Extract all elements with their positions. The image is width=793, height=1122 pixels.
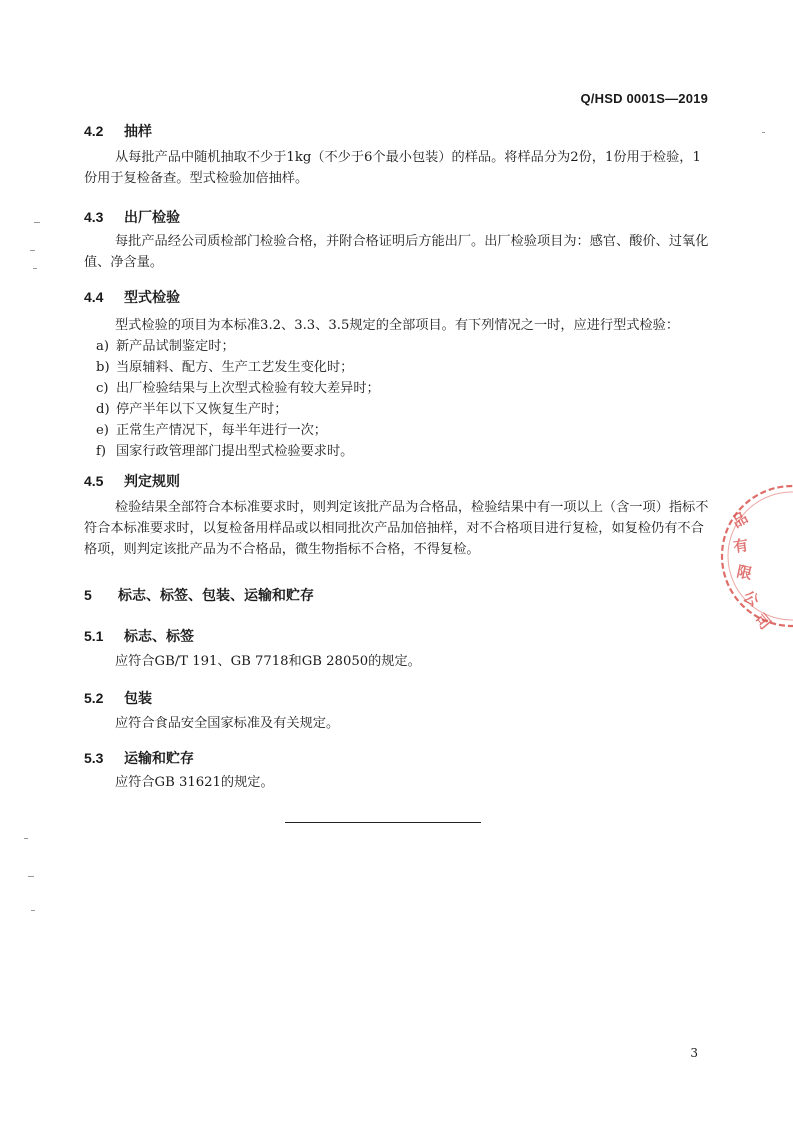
scan-speck bbox=[34, 222, 40, 223]
section-5-3-text: 应符合GB 31621的规定。 bbox=[115, 775, 274, 790]
section-number: 5.1 bbox=[84, 628, 104, 644]
section-title: 判定规则 bbox=[124, 473, 180, 489]
scan-speck bbox=[30, 250, 35, 251]
stamp-char: 限 bbox=[735, 562, 754, 584]
list-item bbox=[96, 399, 287, 420]
section-number: 5 bbox=[84, 587, 92, 603]
list-item bbox=[96, 357, 353, 378]
scan-speck bbox=[24, 838, 28, 839]
section-title: 抽样 bbox=[124, 123, 152, 139]
section-heading-4-2 bbox=[84, 121, 152, 141]
section-heading-5-1 bbox=[84, 626, 194, 646]
page-number: 3 bbox=[690, 1046, 698, 1060]
list-item bbox=[96, 441, 353, 462]
section-heading-4-4 bbox=[84, 287, 180, 307]
section-number: 5.2 bbox=[84, 690, 104, 706]
section-number: 5.3 bbox=[84, 750, 104, 766]
section-title: 运输和贮存 bbox=[124, 750, 194, 766]
list-text: 停产半年以下又恢复生产时； bbox=[116, 402, 288, 417]
stamp-char: 公 bbox=[739, 587, 763, 611]
section-4-2-text: 从每批产品中随机抽取不少于1kg（不少于6个最小包装）的样品。将样品分为2份，1份用于检验，1份用于复检备查。型式检验加倍抽样。 bbox=[84, 150, 701, 186]
section-title: 标志、标签 bbox=[124, 628, 194, 644]
stamp-char: 品 bbox=[729, 508, 752, 532]
section-number: 4.4 bbox=[84, 289, 104, 305]
section-number: 4.2 bbox=[84, 123, 104, 139]
list-marker: d) bbox=[96, 402, 110, 417]
section-title: 型式检验 bbox=[124, 289, 180, 305]
section-4-5-text: 检验结果全部符合本标准要求时，则判定该批产品为合格品，检验结果中有一项以上（含一项）指标不符合本标准要求时，以复检备用样品或以相同批次产品加倍抽样，对不合格项目进行复检，如复检仍有不合格项，则判定该批产品为不合格品，微生物指标不合格，不得复检。 bbox=[84, 500, 709, 557]
list-marker: b) bbox=[96, 360, 110, 375]
list-text: 国家行政管理部门提出型式检验要求时。 bbox=[116, 444, 354, 459]
end-rule bbox=[285, 822, 481, 823]
list-item bbox=[96, 420, 327, 441]
list-text: 正常生产情况下，每半年进行一次； bbox=[116, 423, 327, 438]
section-heading-5 bbox=[84, 585, 314, 605]
list-marker: e) bbox=[96, 423, 109, 438]
section-number: 4.5 bbox=[84, 473, 104, 489]
list-text: 新产品试制鉴定时； bbox=[116, 339, 235, 354]
scan-speck bbox=[762, 132, 765, 133]
section-5-1-text: 应符合GB/T 191、GB 7718和GB 28050的规定。 bbox=[115, 654, 421, 669]
section-5-2-text: 应符合食品安全国家标准及有关规定。 bbox=[115, 716, 340, 731]
document-code: Q/HSD 0001S—2019 bbox=[580, 91, 708, 106]
stamp-char: 有 bbox=[732, 536, 750, 556]
section-4-4-text: 型式检验的项目为本标准3.2、3.3、3.5规定的全部项目。有下列情况之一时，应进行型式检验： bbox=[115, 318, 680, 333]
section-title: 包装 bbox=[124, 690, 152, 706]
list-marker: f) bbox=[96, 444, 107, 459]
scan-speck bbox=[28, 876, 34, 877]
scan-speck bbox=[31, 910, 35, 911]
list-text: 出厂检验结果与上次型式检验有较大差异时； bbox=[116, 381, 380, 396]
section-title: 出厂检验 bbox=[124, 209, 180, 225]
list-item bbox=[96, 378, 380, 399]
section-heading-4-3 bbox=[84, 207, 180, 227]
list-item bbox=[96, 336, 235, 357]
section-4-3-text: 每批产品经公司质检部门检验合格，并附合格证明后方能出厂。出厂检验项目为：感官、酸价、过氧化值、净含量。 bbox=[84, 234, 709, 270]
section-heading-4-5 bbox=[84, 471, 180, 491]
list-marker: a) bbox=[96, 339, 110, 354]
company-seal-stamp bbox=[714, 478, 793, 634]
list-text: 当原辅料、配方、生产工艺发生变化时； bbox=[116, 360, 354, 375]
section-heading-5-2 bbox=[84, 688, 152, 708]
section-heading-5-3 bbox=[84, 748, 194, 768]
stamp-char: 司 bbox=[750, 610, 775, 634]
section-title: 标志、标签、包装、运输和贮存 bbox=[118, 587, 314, 603]
list-marker: c) bbox=[96, 381, 109, 396]
scan-speck bbox=[33, 268, 37, 269]
section-number: 4.3 bbox=[84, 209, 104, 225]
